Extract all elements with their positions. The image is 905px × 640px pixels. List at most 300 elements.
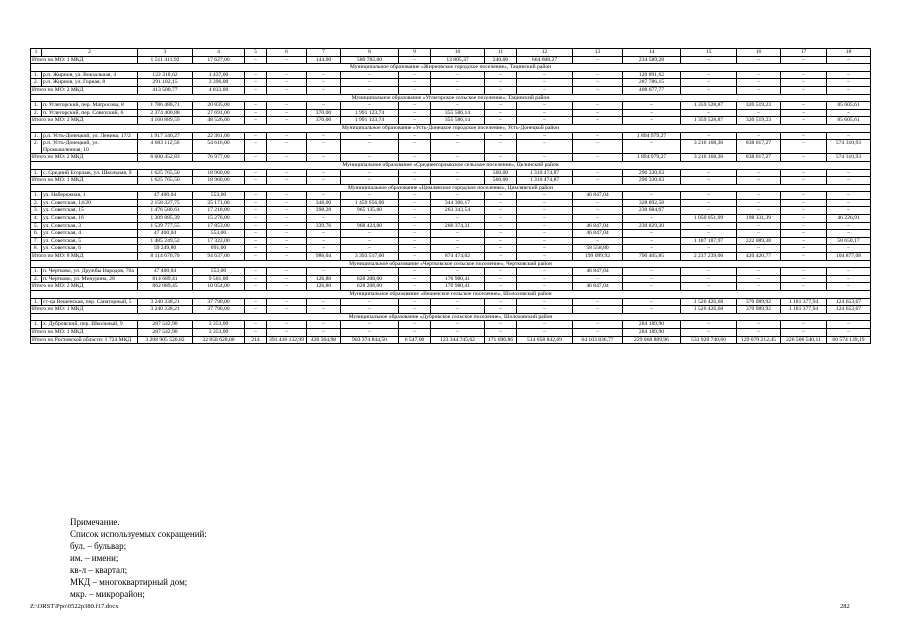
table-cell: 171 696,86	[485, 336, 517, 344]
table-cell: 129 070 212,45	[737, 336, 781, 344]
table-cell: –	[485, 86, 517, 94]
column-number: 6	[267, 49, 307, 57]
table-cell: –	[737, 207, 781, 215]
table-cell: –	[517, 245, 573, 253]
table-cell: –	[245, 215, 267, 223]
table-cell: –	[267, 215, 307, 223]
table-cell: 85 605,61	[827, 102, 871, 110]
table-cell: –	[681, 109, 737, 117]
row-number: 3.	[31, 207, 42, 215]
table-cell: –	[737, 109, 781, 117]
table-cell: 291 182,15	[138, 79, 193, 87]
table-cell: 199 099,92	[573, 253, 623, 261]
table-cell: –	[681, 86, 737, 94]
table-cell: –	[341, 306, 399, 314]
table-cell: –	[399, 328, 431, 336]
address-cell: п. Углегорский, пер. Матросова, 8	[42, 102, 138, 110]
table-cell: 430 364,98	[307, 336, 341, 344]
table-cell: –	[827, 192, 871, 200]
table-cell: –	[827, 230, 871, 238]
table-cell: 408 677,77	[623, 86, 681, 94]
total-label: Итого по МО: 2 МКД	[31, 154, 138, 162]
table-row	[31, 275, 871, 283]
table-cell: –	[781, 132, 827, 140]
table-cell: 230 684,07	[623, 207, 681, 215]
table-cell: –	[341, 192, 399, 200]
section-row	[31, 260, 871, 268]
table-cell: 1 050 051,09	[681, 215, 737, 223]
row-number: 2.	[31, 79, 42, 87]
table-cell: –	[781, 86, 827, 94]
table-cell: 296 330,63	[623, 169, 681, 177]
table-cell: 1 359 528,87	[681, 117, 737, 125]
table-cell: –	[485, 102, 517, 110]
table-cell: 339,76	[307, 222, 341, 230]
table-cell: 287 542,90	[138, 328, 193, 336]
table-cell: 120 891,62	[623, 71, 681, 79]
table-row	[31, 222, 871, 230]
table-cell: –	[399, 253, 431, 261]
table-cell: 2 374 400,88	[138, 109, 193, 117]
table-cell: –	[517, 230, 573, 238]
section-row	[31, 124, 871, 132]
table-cell: 124 653,67	[827, 306, 871, 314]
table-cell: –	[517, 306, 573, 314]
table-cell: –	[399, 306, 431, 314]
table-row	[31, 230, 871, 238]
table-cell: –	[781, 169, 827, 177]
table-cell: –	[737, 321, 781, 329]
table-cell: –	[431, 268, 485, 276]
table-cell: 3 393 517,00	[341, 253, 399, 261]
table-row	[31, 140, 871, 154]
table-cell: –	[431, 177, 485, 185]
table-cell: –	[267, 102, 307, 110]
notes-title: Примечание.	[70, 517, 120, 527]
table-cell: 1 310 474,87	[517, 177, 573, 185]
table-row	[31, 298, 871, 306]
table-cell: 344 306,17	[431, 199, 485, 207]
table-cell: 15 276,00	[193, 215, 245, 223]
table-cell: –	[681, 222, 737, 230]
table-cell: –	[431, 71, 485, 79]
section-title: Муниципальное образование «Среднеегорлыкское сельское поселение», Целинский район	[31, 161, 871, 169]
table-cell: 691,00	[193, 245, 245, 253]
table-cell: –	[737, 328, 781, 336]
address-cell: ул. Советская, 14/20	[42, 199, 138, 207]
file-path: Z:\ORST\Ppo\0522p380.f17.docx	[30, 603, 119, 610]
table-cell: –	[623, 245, 681, 253]
table-cell: –	[245, 268, 267, 276]
table-cell: –	[517, 222, 573, 230]
table-cell: –	[307, 79, 341, 87]
table-cell: 4 160 889,59	[138, 117, 193, 125]
section-title: Муниципальное образование «Дубровское сельское поселение», Шолоховский район	[31, 313, 871, 321]
table-cell: 3 353,00	[193, 328, 245, 336]
table-cell: 144,00	[307, 56, 341, 64]
table-cell: –	[737, 79, 781, 87]
table-cell: –	[399, 192, 431, 200]
table-cell: 1 485 249,52	[138, 237, 193, 245]
section-title: Муниципальное образование «Усть-Донецкое городское поселение», Усть-Донецкой район	[31, 124, 871, 132]
table-cell: –	[399, 298, 431, 306]
table-cell: 3 208 905 526,82	[138, 336, 193, 344]
table-cell: –	[267, 321, 307, 329]
section-title: Муниципальное образование «Вешенское сельское поселение», Шолоховский район	[31, 291, 871, 299]
table-row	[31, 169, 871, 177]
table-cell: 874 474,02	[431, 253, 485, 261]
table-cell: 1 526 426,68	[681, 306, 737, 314]
table-cell: –	[517, 275, 573, 283]
table-cell: –	[431, 154, 485, 162]
table-cell: 533 928 740,60	[681, 336, 737, 344]
table-cell: –	[517, 283, 573, 291]
total-label: Итого по МО: 1 МКД	[31, 56, 138, 64]
address-cell: х. Дубровский, пер. Школьный, 9	[42, 321, 138, 329]
table-row	[31, 109, 871, 117]
column-number: 18	[827, 49, 871, 57]
address-cell: ул. Набережная, 1	[42, 192, 138, 200]
table-cell: –	[517, 102, 573, 110]
table-cell: 628 208,00	[341, 275, 399, 283]
table-cell: –	[623, 117, 681, 125]
table-cell: –	[431, 328, 485, 336]
table-cell: –	[307, 177, 341, 185]
table-cell: –	[307, 140, 341, 154]
total-row	[31, 86, 871, 94]
table-cell: –	[341, 237, 399, 245]
table-cell: –	[341, 328, 399, 336]
table-cell: 85 605,61	[827, 117, 871, 125]
table-cell: –	[245, 321, 267, 329]
table-cell: 2 237 239,06	[681, 253, 737, 261]
address-cell: п. Углегорский, пер. Советский, 6	[42, 109, 138, 117]
table-cell: –	[681, 192, 737, 200]
table-cell: –	[431, 306, 485, 314]
table-cell: –	[307, 215, 341, 223]
address-cell: ул. Советская, 6	[42, 245, 138, 253]
total-label: Итого по МО: 1 МКД	[31, 306, 138, 314]
table-cell: –	[737, 56, 781, 64]
table-cell: –	[245, 245, 267, 253]
table-cell: –	[827, 207, 871, 215]
table-cell: 59 249,80	[138, 245, 193, 253]
table-cell: –	[245, 71, 267, 79]
table-cell: –	[399, 283, 431, 291]
table-cell: 32 858 628,00	[193, 336, 245, 344]
row-number: 1.	[31, 298, 42, 306]
section-title: Муниципальное образование «Чертковское сельское поселение», Чертковский район	[31, 260, 871, 268]
table-cell: 25 171,00	[193, 199, 245, 207]
total-row	[31, 253, 871, 261]
table-cell: –	[517, 321, 573, 329]
table-cell: –	[573, 328, 623, 336]
table-cell: –	[781, 245, 827, 253]
table-cell: 37 790,00	[193, 298, 245, 306]
table-cell: –	[307, 71, 341, 79]
section-row	[31, 184, 871, 192]
table-cell: –	[245, 86, 267, 94]
table-cell: –	[681, 321, 737, 329]
table-cell: –	[623, 230, 681, 238]
table-cell: –	[267, 275, 307, 283]
table-cell: 47 400,04	[138, 268, 193, 276]
table-cell: –	[307, 328, 341, 336]
table-cell: –	[267, 154, 307, 162]
column-number: 2	[42, 49, 138, 57]
note-item: им. – имени;	[70, 553, 119, 563]
table-cell: –	[245, 132, 267, 140]
table-cell: –	[431, 102, 485, 110]
total-label: Итого по МО: 1 МКД	[31, 177, 138, 185]
table-cell: –	[623, 306, 681, 314]
address-cell: ул. Советская, 16	[42, 215, 138, 223]
address-cell: ул. Советская, 15	[42, 207, 138, 215]
table-cell: –	[623, 237, 681, 245]
table-cell: 234 589,28	[623, 56, 681, 64]
table-cell: –	[827, 268, 871, 276]
table-cell: 46 847,04	[573, 192, 623, 200]
table-cell: –	[245, 79, 267, 87]
table-cell: 1 181 377,94	[781, 306, 827, 314]
table-cell: 1 625 765,50	[138, 177, 193, 185]
table-cell: –	[681, 268, 737, 276]
table-cell: –	[267, 177, 307, 185]
table-cell: –	[341, 268, 399, 276]
table-cell: –	[737, 199, 781, 207]
table-cell: –	[485, 306, 517, 314]
table-cell: –	[399, 268, 431, 276]
table-row	[31, 237, 871, 245]
table-cell: 17 322,00	[193, 237, 245, 245]
column-number: 3	[138, 49, 193, 57]
note-item: кв-л – квартал;	[70, 565, 128, 575]
table-cell: –	[827, 321, 871, 329]
column-number: 11	[485, 49, 517, 57]
table-cell: 46 847,04	[573, 268, 623, 276]
table-cell: –	[341, 298, 399, 306]
table-cell: –	[307, 321, 341, 329]
table-cell: –	[399, 237, 431, 245]
table-cell: –	[245, 109, 267, 117]
table-cell: –	[307, 245, 341, 253]
table-cell: –	[307, 268, 341, 276]
table-cell: –	[827, 71, 871, 79]
table-cell: –	[781, 199, 827, 207]
table-cell: –	[573, 199, 623, 207]
table-cell: –	[267, 140, 307, 154]
table-cell: –	[341, 79, 399, 87]
table-cell: –	[341, 154, 399, 162]
table-cell: –	[399, 321, 431, 329]
table-cell: –	[399, 86, 431, 94]
table-cell: –	[781, 275, 827, 283]
table-cell: –	[681, 207, 737, 215]
table-cell: –	[431, 215, 485, 223]
address-cell: ул. Советская, 5	[42, 237, 138, 245]
table-row	[31, 192, 871, 200]
address-cell: ст-ца Вешенская, пер. Санаторный, 5	[42, 298, 138, 306]
table-cell: –	[431, 230, 485, 238]
row-number: 1.	[31, 169, 42, 177]
section-title: Муниципальное образование «Углегорское сельское поселение», Тацинский район	[31, 94, 871, 102]
table-cell: –	[267, 283, 307, 291]
table-cell: –	[737, 275, 781, 283]
table-cell: –	[681, 328, 737, 336]
table-cell: 3 240 338,21	[138, 298, 193, 306]
table-header-row	[31, 49, 871, 57]
table-cell: –	[399, 169, 431, 177]
table-cell: 104 877,08	[827, 253, 871, 261]
table-cell: –	[485, 71, 517, 79]
table-cell: 1 310 474,87	[517, 169, 573, 177]
table-cell: –	[485, 237, 517, 245]
total-row	[31, 117, 871, 125]
row-number: 4.	[31, 215, 42, 223]
table-cell: –	[517, 71, 573, 79]
table-cell: –	[827, 199, 871, 207]
table-cell: 60 574 139,19	[827, 336, 871, 344]
table-cell: –	[267, 207, 307, 215]
table-cell: –	[245, 328, 267, 336]
table-cell: 1 991 123,74	[341, 109, 399, 117]
table-cell: 54 616,00	[193, 140, 245, 154]
table-cell: –	[245, 169, 267, 177]
table-cell: –	[267, 86, 307, 94]
total-row	[31, 177, 871, 185]
table-cell: 328 892,58	[623, 199, 681, 207]
table-cell: –	[307, 102, 341, 110]
total-label: Итого по Ростовской области: 1 724 МКД	[31, 336, 138, 344]
row-number: 1.	[31, 321, 42, 329]
table-cell: –	[399, 56, 431, 64]
table-cell: –	[737, 86, 781, 94]
table-cell: 27 691,00	[193, 109, 245, 117]
table-cell: –	[431, 79, 485, 87]
table-cell: –	[681, 56, 737, 64]
column-number: 5	[245, 49, 267, 57]
table-cell: 1 459 956,00	[341, 199, 399, 207]
table-cell: –	[399, 117, 431, 125]
row-number: 1.	[31, 268, 42, 276]
table-cell: 64 103 836,77	[573, 336, 623, 344]
table-cell: –	[399, 207, 431, 215]
table-cell: –	[485, 154, 517, 162]
table-cell: –	[267, 117, 307, 125]
row-number: 8.	[31, 245, 42, 253]
table-cell: 1 511 411,92	[138, 56, 193, 64]
table-cell: –	[517, 253, 573, 261]
address-cell: р.п. Жирнов, ул. Вокзальная, 4	[42, 71, 138, 79]
table-cell: –	[573, 237, 623, 245]
table-cell: –	[267, 237, 307, 245]
table-cell: –	[781, 56, 827, 64]
table-cell: –	[267, 109, 307, 117]
table-cell: –	[681, 79, 737, 87]
table-cell: –	[737, 71, 781, 79]
table-cell: 3 216 168,36	[681, 154, 737, 162]
table-cell: 370 089,92	[737, 306, 781, 314]
table-cell: –	[827, 283, 871, 291]
table-cell: 420 420,77	[737, 253, 781, 261]
table-cell: –	[245, 306, 267, 314]
table-cell: –	[399, 140, 431, 154]
table-cell: –	[267, 56, 307, 64]
table-cell: 266 374,31	[431, 222, 485, 230]
table-cell: 6 600 452,83	[138, 154, 193, 162]
table-cell: –	[517, 86, 573, 94]
table-cell: 198 331,39	[737, 215, 781, 223]
table-cell: 22 361,00	[193, 132, 245, 140]
table-cell: –	[267, 306, 307, 314]
table-cell: –	[267, 132, 307, 140]
table-cell: 1 359 528,87	[681, 102, 737, 110]
table-row	[31, 245, 871, 253]
table-cell: –	[431, 192, 485, 200]
table-cell: 320 519,23	[737, 117, 781, 125]
table-cell: –	[307, 298, 341, 306]
table-cell: –	[307, 230, 341, 238]
table-cell: –	[781, 140, 827, 154]
section-row	[31, 313, 871, 321]
table-cell: 8 114 670,70	[138, 253, 193, 261]
table-cell: –	[485, 79, 517, 87]
table-cell: –	[307, 237, 341, 245]
table-cell: –	[485, 192, 517, 200]
column-number: 13	[573, 49, 623, 57]
table-cell: –	[573, 169, 623, 177]
table-cell: –	[573, 154, 623, 162]
table-cell: –	[517, 328, 573, 336]
table-cell: 37 790,00	[193, 306, 245, 314]
table-cell: –	[485, 245, 517, 253]
table-cell: –	[827, 169, 871, 177]
table-cell: –	[827, 275, 871, 283]
table-cell: 17 853,00	[193, 222, 245, 230]
table-cell: –	[267, 199, 307, 207]
table-cell: –	[517, 199, 573, 207]
note-item: мкр. – микрорайон;	[70, 589, 145, 599]
section-row	[31, 64, 871, 72]
table-cell: –	[737, 192, 781, 200]
table-cell: –	[827, 56, 871, 64]
table-cell: 123 344 745,62	[431, 336, 485, 344]
table-cell: –	[517, 109, 573, 117]
table-cell: –	[737, 132, 781, 140]
table-cell: –	[623, 102, 681, 110]
table-cell: 370 089,92	[737, 298, 781, 306]
table-cell: –	[485, 207, 517, 215]
total-label: Итого по МО: 2 МКД	[31, 86, 138, 94]
table-cell: –	[341, 215, 399, 223]
table-cell: 1 181 377,94	[781, 298, 827, 306]
table-cell: –	[623, 298, 681, 306]
note-item: МКД – многоквартирный дом;	[70, 577, 188, 587]
total-row	[31, 336, 871, 344]
table-cell: –	[517, 207, 573, 215]
table-cell: –	[485, 109, 517, 117]
table-cell: –	[681, 71, 737, 79]
table-cell: 126,80	[307, 275, 341, 283]
table-cell: –	[517, 140, 573, 154]
table-cell: –	[573, 177, 623, 185]
table-cell: 17 627,00	[193, 56, 245, 64]
table-cell: –	[781, 154, 827, 162]
table-cell: –	[399, 71, 431, 79]
table-cell: –	[573, 86, 623, 94]
table-cell: 3 240 338,21	[138, 306, 193, 314]
table-cell: –	[681, 283, 737, 291]
